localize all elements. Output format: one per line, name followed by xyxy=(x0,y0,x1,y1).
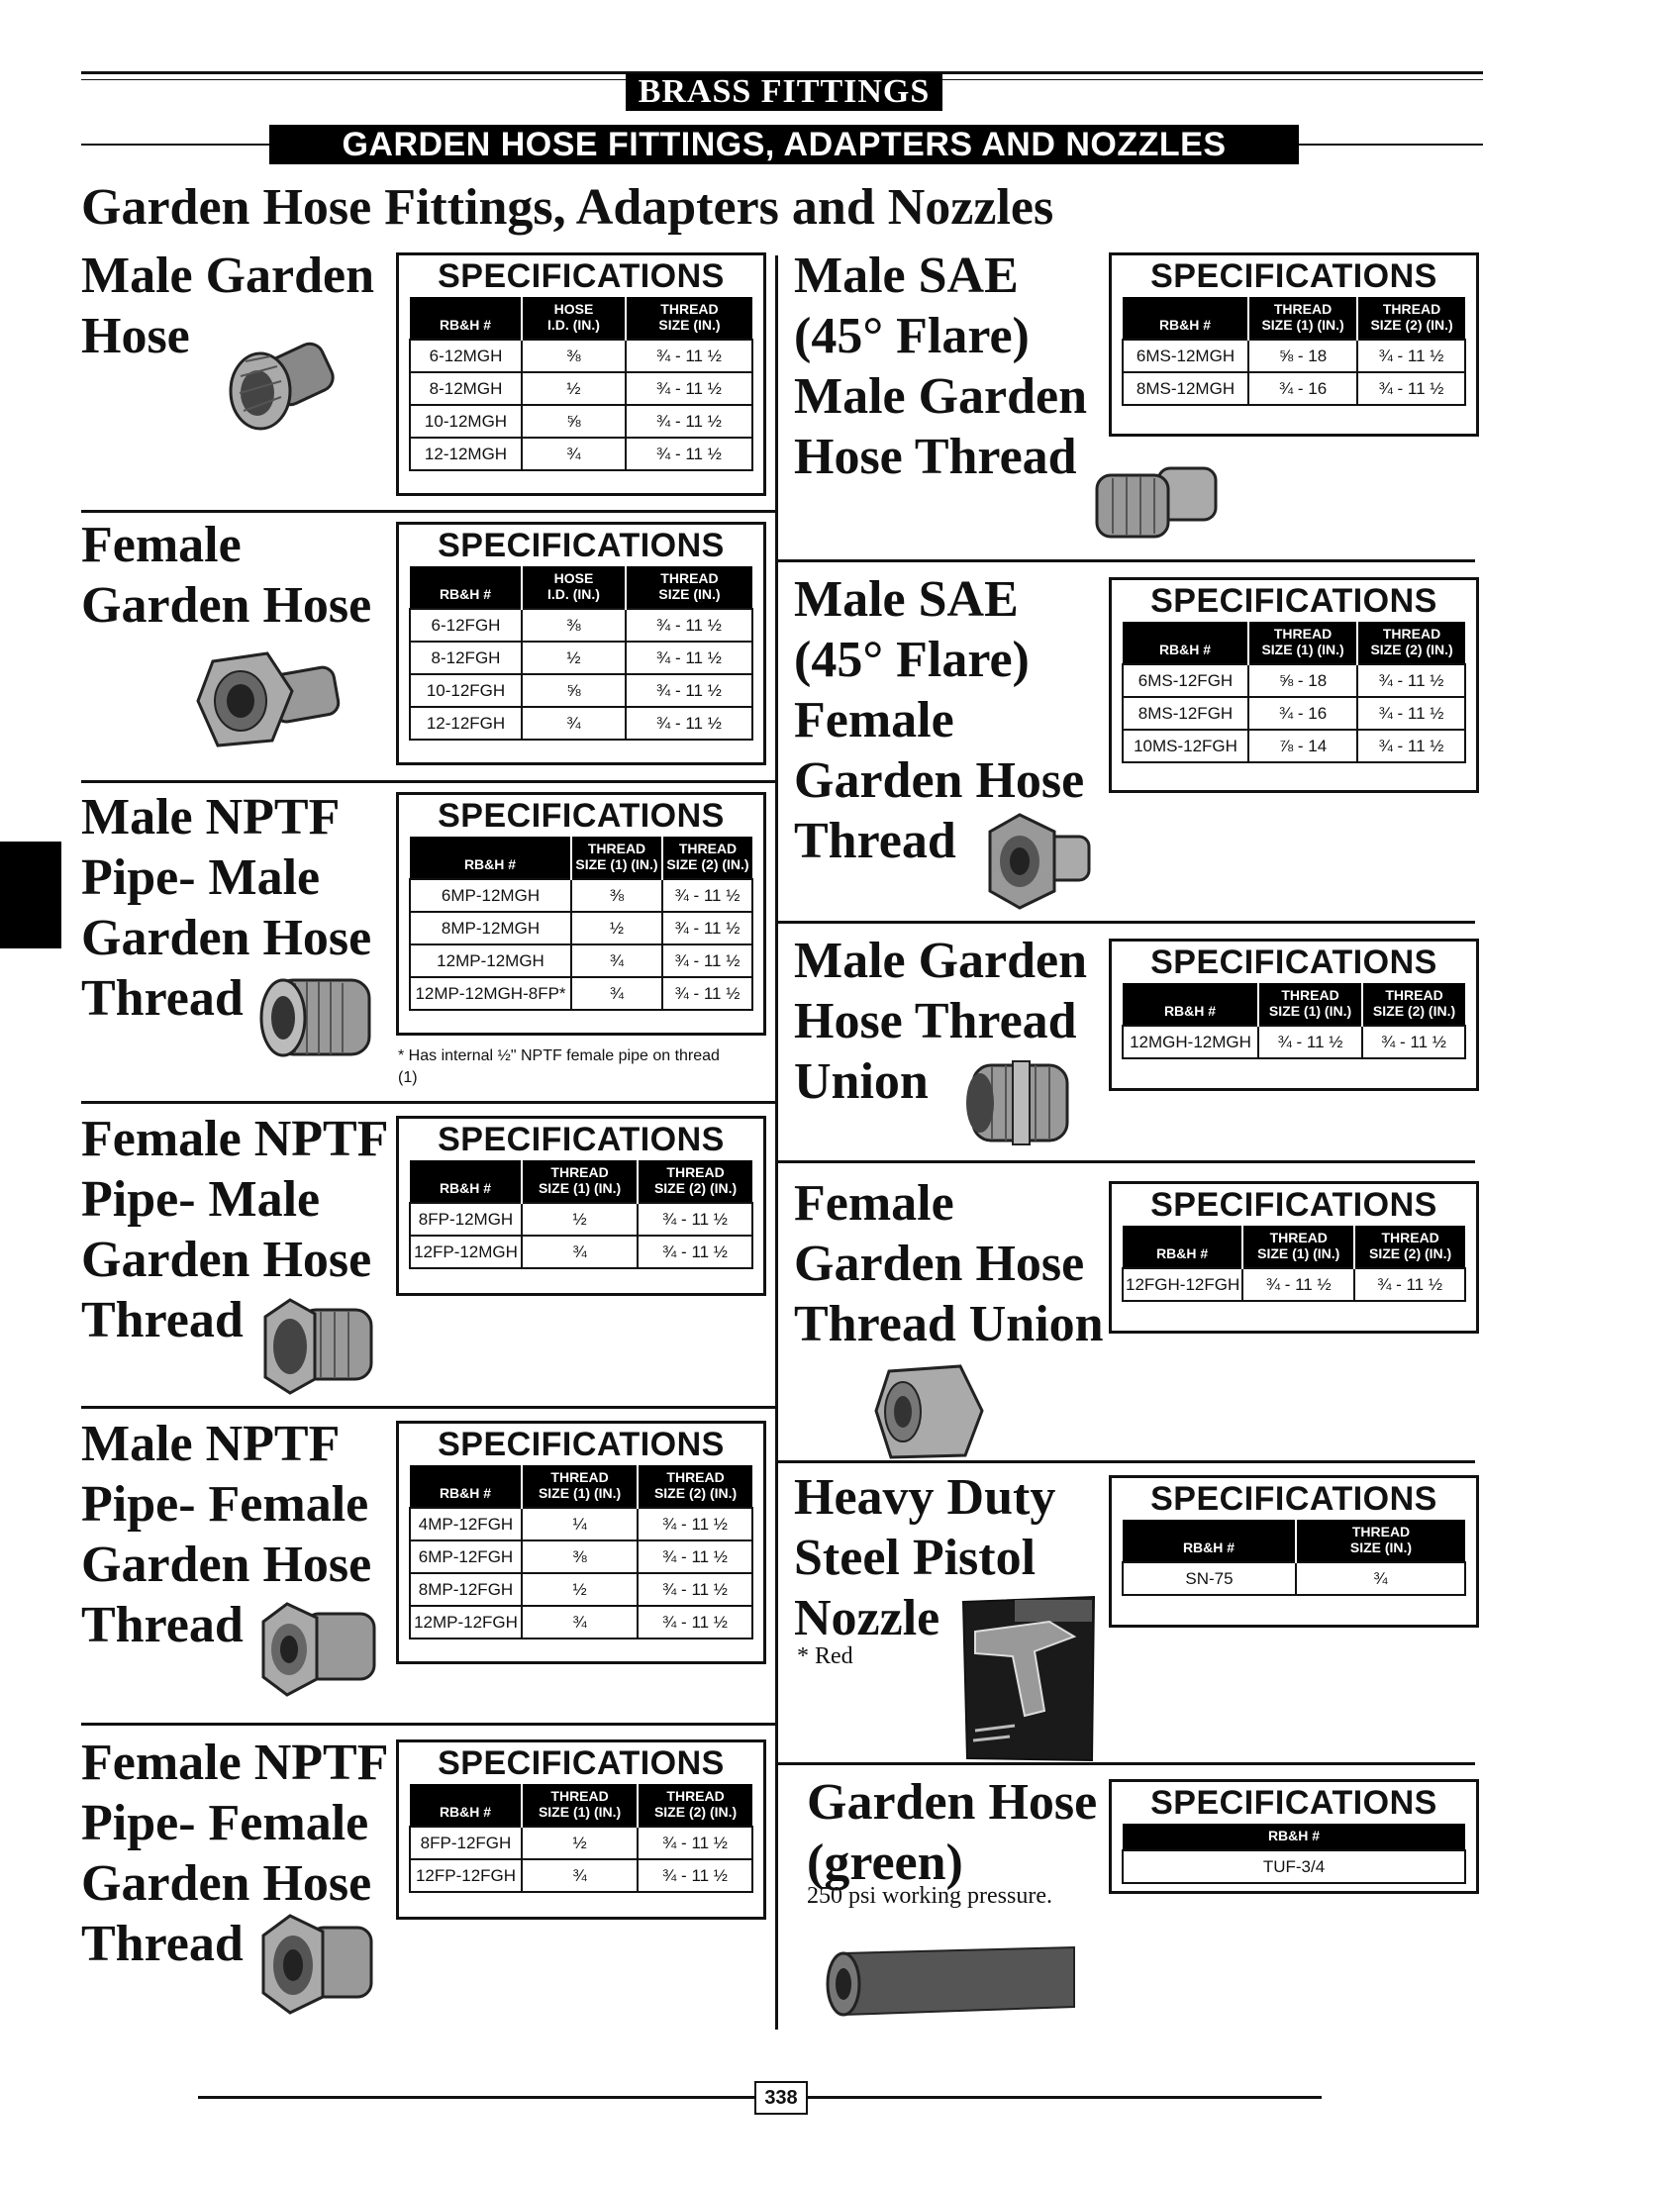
separator-right-5 xyxy=(777,1762,1475,1765)
table-row: 8FP-12MGH ½ ¾ - 11 ½ xyxy=(410,1203,752,1236)
spec-table-male-nptf-male-ght: SPECIFICATIONS RB&H # THREAD SIZE (1) (IN.) THREAD SIZE (2) (IN.) 6MP-12MGH ⅜ ¾ - 11 ½ 8MP-12MGH ½ ¾ - 11 ½ 12MP-12MGH ¾ ¾ - 11 ½ 12MP-12MGH-8FP* ¾ ¾ - 11 ½ xyxy=(396,792,766,1036)
product-title: Heavy Duty Steel Pistol Nozzle xyxy=(794,1469,1056,1646)
product-title: Male SAE (45° Flare) Male Garden Hose Thread xyxy=(794,248,1088,485)
col-header: THREAD SIZE (2) (IN.) xyxy=(1354,1226,1465,1268)
section-band: BRASS FITTINGS xyxy=(626,73,942,111)
col-header: RB&H # xyxy=(1123,1520,1296,1562)
col-header: THREAD SIZE (1) (IN.) xyxy=(571,837,662,879)
male-sae-male-ght-photo xyxy=(1089,450,1223,554)
col-header: THREAD SIZE (1) (IN.) xyxy=(522,1784,638,1827)
spec-table xyxy=(409,1160,753,1269)
male-sae-female-ght-photo xyxy=(980,807,1094,916)
product-title: Male SAE (45° Flare) Female Garden Hose Thread xyxy=(794,571,1085,869)
table-row: 10-12FGH ⅝ ¾ - 11 ½ xyxy=(410,674,752,707)
col-header: THREAD SIZE (2) (IN.) xyxy=(662,837,752,879)
table-row: 10MS-12FGH ⅞ - 14 ¾ - 11 ½ xyxy=(1123,730,1465,762)
col-header: RB&H # xyxy=(1123,297,1248,340)
table-row: 8MS-12FGH ¾ - 16 ¾ - 11 ½ xyxy=(1123,697,1465,730)
col-header: THREAD SIZE (2) (IN.) xyxy=(638,1160,752,1203)
table-row: 8MS-12MGH ¾ - 16 ¾ - 11 ½ xyxy=(1123,372,1465,405)
table-row: 6-12MGH ⅜ ¾ - 11 ½ xyxy=(410,340,752,372)
separator-left-2 xyxy=(81,780,777,783)
separator-right-2 xyxy=(777,921,1475,924)
separator-right-3 xyxy=(777,1160,1475,1163)
table-row: 10-12MGH ⅝ ¾ - 11 ½ xyxy=(410,405,752,438)
col-header: RB&H # xyxy=(410,1465,522,1508)
separator-left-4 xyxy=(81,1406,777,1409)
product-title: Garden Hose (green) xyxy=(807,1774,1098,1891)
product-title: Female NPTF Pipe- Female Garden Hose Thread xyxy=(81,1735,389,1972)
spec-table-female-nptf-female-ght: SPECIFICATIONS RB&H # THREAD SIZE (1) (IN.) THREAD SIZE (2) (IN.) 8FP-12FGH ½ ¾ - 11 ½ 12FP-12FGH ¾ ¾ - 11 ½ xyxy=(396,1739,766,1920)
col-header: THREAD SIZE (2) (IN.) xyxy=(1357,622,1465,664)
table-row: 6MP-12FGH ⅜ ¾ - 11 ½ xyxy=(410,1540,752,1573)
table-row: 6-12FGH ⅜ ¾ - 11 ½ xyxy=(410,609,752,642)
pistol-nozzle-package-photo xyxy=(955,1592,1099,1765)
col-header: RB&H # xyxy=(1123,1226,1242,1268)
page-title: Garden Hose Fittings, Adapters and Nozzles xyxy=(81,179,1054,236)
table-row: 12-12FGH ¾ ¾ - 11 ½ xyxy=(410,707,752,740)
col-header: THREAD SIZE (IN.) xyxy=(1296,1520,1465,1562)
male-ght-union-photo xyxy=(958,1047,1077,1156)
spec-table-male-ght-union: SPECIFICATIONS RB&H # THREAD SIZE (1) (IN.) THREAD SIZE (2) (IN.) 12MGH-12MGH ¾ - 11 ½ ¾ - 11 ½ xyxy=(1109,939,1479,1091)
spec-table xyxy=(409,297,753,471)
female-garden-hose-fitting-photo xyxy=(193,642,342,760)
spec-table-female-ght-union: SPECIFICATIONS RB&H # THREAD SIZE (1) (IN.) THREAD SIZE (2) (IN.) 12FGH-12FGH ¾ - 11 ½ ¾ - 11 ½ xyxy=(1109,1181,1479,1334)
col-header: THREAD SIZE (1) (IN.) xyxy=(1242,1226,1354,1268)
spec-table xyxy=(1122,1824,1466,1884)
col-header: THREAD SIZE (2) (IN.) xyxy=(1362,983,1465,1026)
spec-table-male-sae-male-ght: SPECIFICATIONS RB&H # THREAD SIZE (1) (IN.) THREAD SIZE (2) (IN.) 6MS-12MGH ⅝ - 18 ¾ - 11 ½ 8MS-12MGH ¾ - 16 ¾ - 11 ½ xyxy=(1109,252,1479,437)
table-row: 12MP-12MGH-8FP* ¾ ¾ - 11 ½ xyxy=(410,977,752,1010)
table-row: 4MP-12FGH ¼ ¾ - 11 ½ xyxy=(410,1508,752,1540)
spec-table xyxy=(409,1784,753,1893)
col-header: RB&H # xyxy=(1123,983,1258,1026)
table-row: 8-12FGH ½ ¾ - 11 ½ xyxy=(410,642,752,674)
col-header: RB&H # xyxy=(1123,622,1248,664)
table-row: 12FGH-12FGH ¾ - 11 ½ ¾ - 11 ½ xyxy=(1123,1268,1465,1301)
col-header: THREAD SIZE (1) (IN.) xyxy=(522,1465,638,1508)
spec-table xyxy=(1122,983,1466,1059)
col-header: THREAD SIZE (1) (IN.) xyxy=(1258,983,1362,1026)
table-row: 6MS-12MGH ⅝ - 18 ¾ - 11 ½ xyxy=(1123,340,1465,372)
female-nptf-male-ght-photo xyxy=(255,1292,379,1401)
spec-table xyxy=(409,566,753,741)
female-ght-union-photo xyxy=(871,1356,990,1465)
table-row: 8-12MGH ½ ¾ - 11 ½ xyxy=(410,372,752,405)
col-header: RB&H # xyxy=(1123,1824,1465,1850)
col-header: HOSE I.D. (IN.) xyxy=(522,297,626,340)
page-number: 338 xyxy=(754,2081,808,2115)
table-row: 12FP-12FGH ¾ ¾ - 11 ½ xyxy=(410,1859,752,1892)
spec-table xyxy=(409,1465,753,1639)
male-garden-hose-fitting-photo xyxy=(216,322,335,441)
col-header: THREAD SIZE (1) (IN.) xyxy=(522,1160,638,1203)
table-row: 6MS-12FGH ⅝ - 18 ¾ - 11 ½ xyxy=(1123,664,1465,697)
product-title: Male Garden Hose xyxy=(81,248,375,364)
subsection-band: GARDEN HOSE FITTINGS, ADAPTERS AND NOZZLES xyxy=(269,125,1299,164)
section-thumb-tab xyxy=(0,842,61,948)
col-header: THREAD SIZE (IN.) xyxy=(626,566,752,609)
spec-table xyxy=(1122,1226,1466,1302)
male-nptf-male-ght-photo xyxy=(255,965,379,1074)
product-title: Male NPTF Pipe- Male Garden Hose Thread xyxy=(81,789,372,1027)
col-header: THREAD SIZE (2) (IN.) xyxy=(638,1465,752,1508)
product-title: Male Garden Hose Thread Union xyxy=(794,933,1088,1110)
spec-table-female-garden-hose: SPECIFICATIONS RB&H # HOSE I.D. (IN.) THREAD SIZE (IN.) 6-12FGH ⅜ ¾ - 11 ½ 8-12FGH ½ ¾ - 11 ½ 10-12FGH ⅝ ¾ - 11 ½ 12-12FGH ¾ ¾ - 11 ½ xyxy=(396,522,766,765)
table-row: 12FP-12MGH ¾ ¾ - 11 ½ xyxy=(410,1236,752,1268)
col-header: RB&H # xyxy=(410,566,522,609)
col-header: THREAD SIZE (IN.) xyxy=(626,297,752,340)
spec-table xyxy=(1122,622,1466,763)
separator-left-3 xyxy=(81,1101,777,1104)
col-header: RB&H # xyxy=(410,297,522,340)
table-row: 12MGH-12MGH ¾ - 11 ½ ¾ - 11 ½ xyxy=(1123,1026,1465,1058)
spec-table-pistol-nozzle: SPECIFICATIONS RB&H # THREAD SIZE (IN.) SN-75 ¾ xyxy=(1109,1475,1479,1628)
table-row: 8FP-12FGH ½ ¾ - 11 ½ xyxy=(410,1827,752,1859)
table-row: 8MP-12MGH ½ ¾ - 11 ½ xyxy=(410,912,752,944)
table-row: 8MP-12FGH ½ ¾ - 11 ½ xyxy=(410,1573,752,1606)
product-title: Female NPTF Pipe- Male Garden Hose Thread xyxy=(81,1111,389,1348)
spec-table xyxy=(409,837,753,1011)
product-note: * Has internal ½" NPTF female pipe on thread (1) xyxy=(398,1047,720,1086)
green-garden-hose-photo xyxy=(822,1936,1079,2025)
separator-left-1 xyxy=(81,510,777,513)
col-header: THREAD SIZE (2) (IN.) xyxy=(638,1784,752,1827)
separator-right-1 xyxy=(777,559,1475,562)
product-note: * Red xyxy=(797,1643,853,1669)
product-title: Male NPTF Pipe- Female Garden Hose Thread xyxy=(81,1416,372,1653)
product-note: 250 psi working pressure. xyxy=(807,1883,1052,1909)
table-row: TUF-3/4 xyxy=(1123,1850,1465,1883)
spec-table-garden-hose: SPECIFICATIONS RB&H # TUF-3/4 xyxy=(1109,1779,1479,1894)
table-row: 12-12MGH ¾ ¾ - 11 ½ xyxy=(410,438,752,470)
separator-left-5 xyxy=(81,1723,777,1726)
spec-table-male-garden-hose: SPECIFICATIONS RB&H # HOSE I.D. (IN.) THREAD SIZE (IN.) 6-12MGH ⅜ ¾ - 11 ½ 8-12MGH ½ ¾ - 11 ½ 10-12MGH ⅝ ¾ - 11 ½ 12-12MGH ¾ ¾ - 11 ½ xyxy=(396,252,766,496)
table-row: 12MP-12FGH ¾ ¾ - 11 ½ xyxy=(410,1606,752,1639)
spec-table-male-sae-female-ght: SPECIFICATIONS RB&H # THREAD SIZE (1) (IN.) THREAD SIZE (2) (IN.) 6MS-12FGH ⅝ - 18 ¾ - 11 ½ 8MS-12FGH ¾ - 16 ¾ - 11 ½ 10MS-12FGH ⅞ - 14 ¾ - 11 ½ xyxy=(1109,577,1479,793)
col-header: HOSE I.D. (IN.) xyxy=(522,566,626,609)
table-row: SN-75 ¾ xyxy=(1123,1562,1465,1595)
col-header: RB&H # xyxy=(410,1160,522,1203)
spec-table-male-nptf-female-ght: SPECIFICATIONS RB&H # THREAD SIZE (1) (IN.) THREAD SIZE (2) (IN.) 4MP-12FGH ¼ ¾ - 11 ½ 6MP-12FGH ⅜ ¾ - 11 ½ 8MP-12FGH ½ ¾ - 11 ½ 12MP-12FGH ¾ ¾ - 11 ½ xyxy=(396,1421,766,1664)
spec-table-female-nptf-male-ght: SPECIFICATIONS RB&H # THREAD SIZE (1) (IN.) THREAD SIZE (2) (IN.) 8FP-12MGH ½ ¾ - 11 ½ 12FP-12MGH ¾ ¾ - 11 ½ xyxy=(396,1116,766,1296)
col-header: RB&H # xyxy=(410,1784,522,1827)
table-row: 12MP-12MGH ¾ ¾ - 11 ½ xyxy=(410,944,752,977)
table-row: 6MP-12MGH ⅜ ¾ - 11 ½ xyxy=(410,879,752,912)
female-nptf-female-ght-photo xyxy=(255,1906,379,2020)
product-title: Female Garden Hose xyxy=(81,517,372,634)
col-header: THREAD SIZE (1) (IN.) xyxy=(1248,297,1357,340)
male-nptf-female-ght-photo xyxy=(255,1594,379,1703)
spec-table xyxy=(1122,1520,1466,1596)
product-title: Female Garden Hose Thread Union xyxy=(794,1175,1104,1352)
spec-table xyxy=(1122,297,1466,406)
col-header: THREAD SIZE (2) (IN.) xyxy=(1357,297,1465,340)
col-header: RB&H # xyxy=(410,837,571,879)
col-header: THREAD SIZE (1) (IN.) xyxy=(1248,622,1357,664)
